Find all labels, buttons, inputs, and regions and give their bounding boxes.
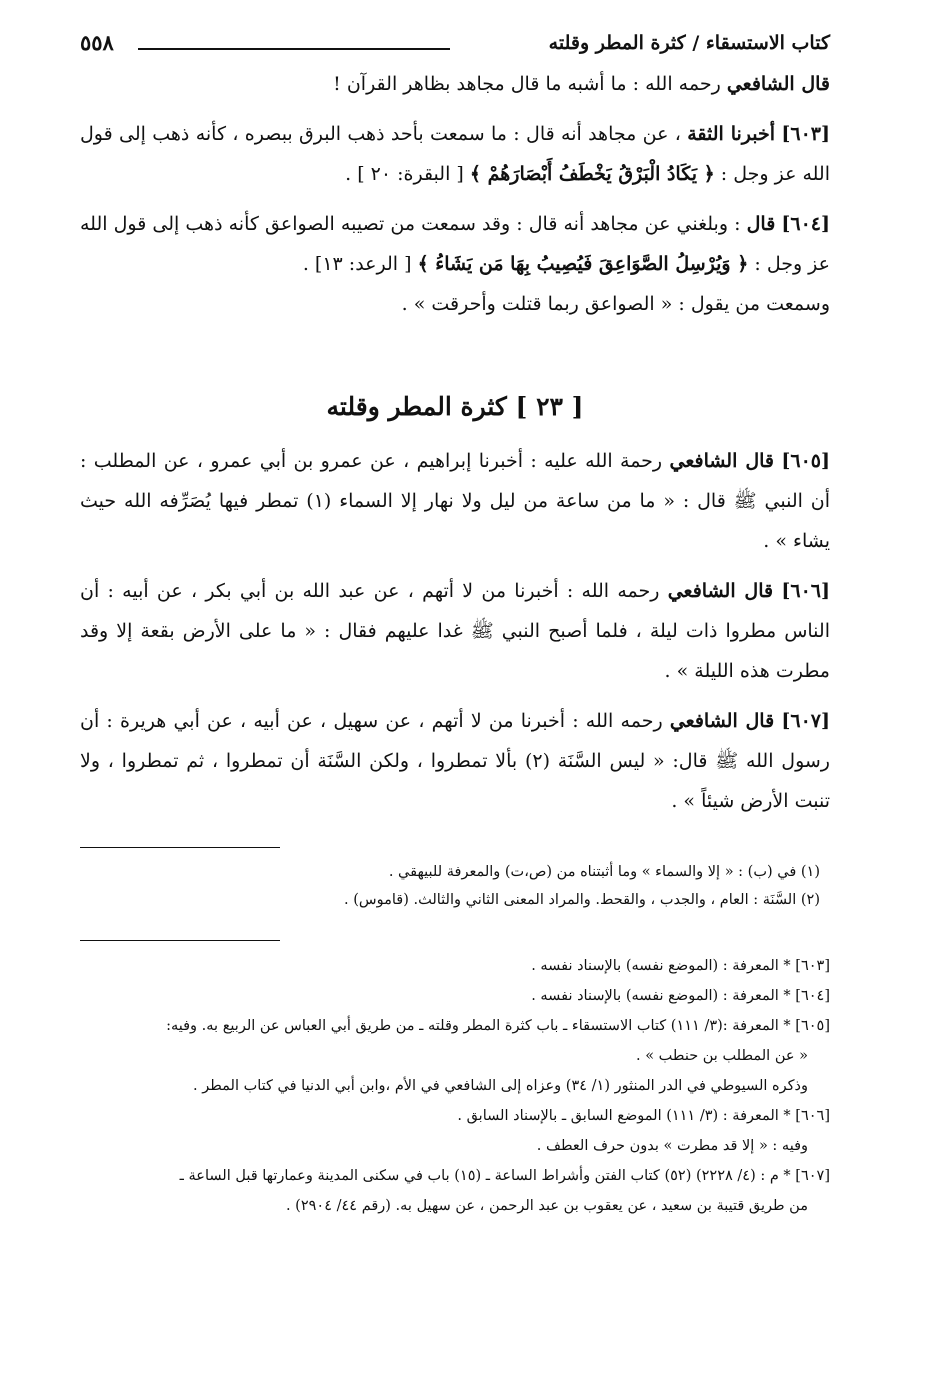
hadith-604-number: [٦٠٤]: [781, 213, 830, 235]
hadith-604: [80, 204, 830, 324]
hadith-605: [80, 441, 830, 561]
hadith-606-text: رحمه الله : أخبرنا من لا أتهم ، عن عبد الله بن أبي بكر ، عن أبيه : أن الناس مطروا ذات ليلة ، فلما أصبح النبي ﷺ غدا عليهم فقال : « ما على الأرض بقعة إلا وقد مطرت هذه الليلة » .: [80, 580, 830, 682]
hadith-604-quran: ﴿ وَيُرْسِلُ الصَّوَاعِقَ فَيُصِيبُ بِهَا مَن يَشَاءُ ﴾: [417, 253, 749, 275]
section-title: [ ٢٣ ] كثرة المطر وقلته: [326, 392, 584, 421]
header-rule: [138, 48, 450, 50]
hadith-605-lead: قال الشافعي: [669, 450, 774, 472]
intro-text: رحمه الله : ما أشبه ما قال مجاهد بظاهر القرآن !: [333, 73, 721, 95]
source-604: [٦٠٤] * المعرفة : (الموضع نفسه) بالإسناد نفسه .: [531, 988, 830, 1004]
source-607-continuation: من طريق قتيبة بن سعيد ، عن يعقوب بن عبد الرحمن ، عن سهيل به. (رقم ٤٤/ ٢٩٠٤) .: [285, 1198, 808, 1214]
footnotes: [80, 858, 830, 914]
hadith-603-quran: ﴿ يَكَادُ الْبَرْقُ يَخْطَفُ أَبْصَارَهُمْ ﴾: [469, 163, 715, 185]
footnote-1: (١) في (ب) : « إلا والسماء » وما أثبتناه من (ص،ت) والمعرفة للبيهقي .: [388, 864, 820, 880]
hadith-605-text: رحمة الله عليه : أخبرنا إبراهيم ، عن عمرو بن أبي عمرو ، عن المطلب : أن النبي ﷺ قال : « ما من ساعة من ليل ولا نهار إلا السماء (١) تمطر فيها يُصَرِّفه الله حيث يشاء » .: [80, 450, 830, 552]
hadith-603-number: [٦٠٣]: [781, 123, 830, 145]
hadith-605-number: [٦٠٥]: [781, 450, 830, 472]
hadith-606-lead: قال الشافعي: [667, 580, 774, 602]
hadith-606: [80, 571, 830, 691]
source-606-note: وفيه : « إلا قد مطرت » بدون حرف العطف .: [536, 1138, 808, 1154]
source-606: [٦٠٦] * المعرفة : (٣/ ١١١) الموضع السابق ـ بالإسناد السابق .: [457, 1108, 830, 1124]
intro-paragraph: [80, 64, 830, 104]
source-605-continuation: « عن المطلب بن حنطب » .: [635, 1048, 808, 1064]
hadith-603-ref: [ البقرة: ٢٠ ] .: [345, 163, 464, 185]
intro-speaker: قال الشافعي: [726, 73, 830, 95]
running-header: [80, 28, 830, 64]
hadith-604-ref: [ الرعد: ١٣] .: [302, 253, 412, 275]
hadith-603-lead: أخبرنا الثقة: [687, 123, 776, 145]
hadith-607: [80, 701, 830, 821]
source-607: [٦٠٧] * م : (٤/ ٢٢٢٨) (٥٢) كتاب الفتن وأشراط الساعة ـ (١٥) باب في سكنى المدينة وعمارتها قبل الساعة ـ: [179, 1168, 830, 1184]
hadith-604-text: : وبلغني عن مجاهد أنه قال : وقد سمعت من تصيبه الصواعق كأنه ذهب إلى قول الله عز وجل :: [80, 213, 830, 275]
sources-separator: [80, 940, 280, 941]
footnote-2: (٢) السَّنَة : العام ، والجدب ، والقحط. والمراد المعنى الثاني والثالث. (قاموس) .: [344, 892, 820, 908]
hadith-607-lead: قال الشافعي: [669, 710, 775, 732]
hadith-603-text: ، عن مجاهد أنه قال : ما سمعت بأحد ذهب البرق ببصره ، كأنه ذهب إلى قول الله عز وجل :: [80, 123, 830, 185]
source-603: [٦٠٣] * المعرفة : (الموضع نفسه) بالإسناد نفسه .: [531, 958, 830, 974]
hadith-603: [80, 114, 830, 194]
hadith-607-number: [٦٠٧]: [781, 710, 830, 732]
footnote-separator: [80, 847, 280, 848]
source-605-note: وذكره السيوطي في الدر المنثور (١/ ٣٤) وعزاه إلى الشافعي في الأم ،وابن أبي الدنيا في كتاب المطر .: [193, 1078, 808, 1094]
page-number: ٥٥٨: [80, 30, 114, 55]
hadith-604-extra: وسمعت من يقول : « الصواعق ربما قتلت وأحرقت » .: [401, 293, 830, 315]
hadith-606-number: [٦٠٦]: [781, 580, 830, 602]
page: [80, 28, 830, 1221]
header-title: كتاب الاستسقاء / كثرة المطر وقلته: [548, 32, 830, 54]
source-notes: [80, 951, 830, 1221]
hadith-607-text: رحمه الله : أخبرنا من لا أتهم ، عن سهيل ، عن أبيه ، عن أبي هريرة : أن رسول الله ﷺ قال: « ليس السَّنَة (٢) بألا تمطروا ، ولكن السَّنَة أن تمطروا ، ثم تمطروا ، ولا تنبت الأرض شيئاً » .: [80, 710, 830, 812]
source-605: [٦٠٥] * المعرفة :(٣/ ١١١) كتاب الاستسقاء ـ باب كثرة المطر وقلته ـ من طريق أبي العباس عن الربيع به. وفيه:: [166, 1018, 830, 1034]
hadith-604-lead: قال: [746, 213, 776, 235]
